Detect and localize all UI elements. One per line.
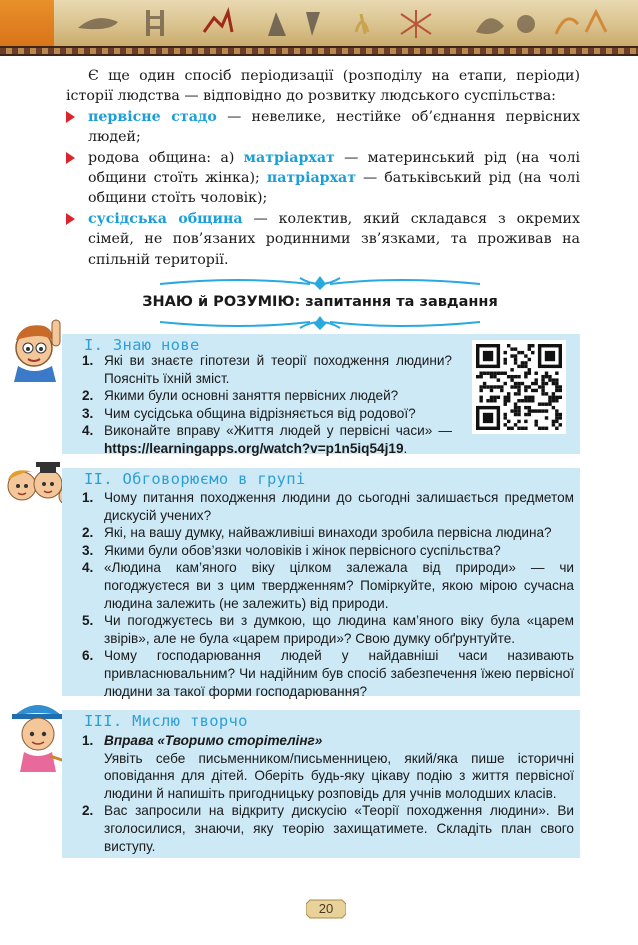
list-item bbox=[82, 559, 574, 612]
question-number: 5. bbox=[82, 613, 94, 629]
term-matriarchy: матріархат bbox=[243, 149, 335, 166]
question-number: 4. bbox=[82, 423, 94, 439]
term-patriarchy: патріархат bbox=[266, 170, 357, 187]
list-item bbox=[82, 802, 574, 855]
triangle-bullet-icon bbox=[66, 213, 75, 225]
question-text: Чому питання походження людини до сьогодні залишається предметом дискусій учених? bbox=[104, 490, 574, 523]
list-item bbox=[66, 148, 580, 209]
question-number: 1. bbox=[82, 353, 94, 368]
box-title: II. Обговорюємо в групі bbox=[84, 470, 306, 488]
header-banner bbox=[0, 0, 638, 46]
thinking-boy-icon bbox=[4, 312, 68, 382]
learningapps-link[interactable]: https://learningapps.org/watch?v=p1n5iq54j19 bbox=[104, 440, 404, 456]
qr-code-icon bbox=[476, 344, 562, 430]
question-number: 1. bbox=[82, 490, 94, 505]
question-number: 6. bbox=[82, 648, 94, 664]
question-text: Якими були обов’язки чоловіків і жінок первісного суспільства? bbox=[104, 542, 501, 558]
know-new-box bbox=[62, 334, 580, 454]
triangle-bullet-icon bbox=[66, 111, 75, 123]
list-item bbox=[66, 209, 580, 270]
list-item bbox=[82, 387, 452, 405]
list-item-text: — материнський рід (на чолі общини стоїть жінка); bbox=[88, 149, 580, 187]
box-title: III. Мислю творчо bbox=[84, 712, 248, 730]
list-item bbox=[82, 612, 574, 647]
list-item bbox=[82, 422, 452, 457]
list-item bbox=[82, 489, 574, 524]
question-text: Чи погоджуєтесь ви з думкою, що людина кам’яного віку була «царем звірів», але не була «царем природи»? Свою думку обґрунтуйте. bbox=[104, 613, 574, 646]
question-text: Вас запросили на відкриту дискусію «Теорії походження людини». Ви зголосилися, знаючи, яку теорію захищатимете. Складіть план свого виступу. bbox=[104, 803, 574, 854]
question-text: Чим сусідська община відрізняється від родової? bbox=[104, 405, 416, 421]
list-item bbox=[66, 107, 580, 148]
page-number-text: 20 bbox=[318, 901, 334, 916]
question-number: 1. bbox=[82, 733, 94, 748]
list-item-text: — невелике, нестійке об’єднання первісних людей; bbox=[88, 108, 580, 146]
banner-orange-block bbox=[0, 0, 54, 46]
intro-text bbox=[66, 66, 580, 270]
question-list bbox=[82, 352, 452, 458]
section-title: ЗНАЮ й РОЗУМІЮ: запитання та завдання bbox=[142, 294, 498, 310]
discuss-in-group-box bbox=[62, 468, 580, 699]
question-number: 3. bbox=[82, 405, 94, 421]
list-item-text: — колектив, який складався з окремих сімей, не пов’язаних родинними зв’язками, та проживав на спільній території. bbox=[88, 210, 580, 268]
question-text: Чому господарювання людей у найдавніші часи називають привласнювальним? Чи надійним був спосіб забезпечення їжею первісної людини за такої форми господарювання? bbox=[104, 648, 574, 699]
question-number: 2. bbox=[82, 803, 94, 819]
question-number: 2. bbox=[82, 525, 94, 541]
question-number: 3. bbox=[82, 542, 94, 558]
exercise-title: Вправа «Творимо сторітелінг» bbox=[104, 733, 323, 748]
list-item bbox=[82, 524, 574, 542]
question-text: Які ви знаєте гіпотези й теорії походження людини? Поясніть їхній зміст. bbox=[104, 353, 452, 386]
list-item-text: — батьківський рід (на чолі общини стоїть чоловік); bbox=[88, 170, 580, 207]
question-text: Уявіть себе письменником/письменницею, який/яка пише історичні оповідання для дітей. Оберіть будь-яку цікаву подію з життя первісної людини й напишіть пригодницьку розповідь для учнів молодших класів. bbox=[104, 750, 574, 801]
list-item bbox=[82, 542, 574, 560]
banner-artifacts-icon bbox=[56, 2, 638, 44]
think-creatively-box bbox=[62, 710, 580, 858]
question-list bbox=[82, 489, 574, 700]
list-item bbox=[82, 647, 574, 700]
section-header bbox=[120, 274, 520, 332]
intro-lead: Є ще один спосіб періодизації (розподілу на етапи, періоди) історії людства — відповідно до розвитку людського суспільства: bbox=[66, 68, 580, 105]
triangle-bullet-icon bbox=[66, 152, 75, 164]
list-item bbox=[82, 405, 452, 423]
question-number: 2. bbox=[82, 388, 94, 404]
list-item bbox=[82, 732, 574, 802]
question-text: Виконайте вправу «Життя людей у первісні часи» — bbox=[104, 423, 452, 439]
page-number bbox=[306, 898, 346, 920]
term-neighbour-community: сусідська община bbox=[88, 210, 243, 227]
term-primitive-herd: первісне стадо bbox=[88, 108, 217, 125]
question-text: Якими були основні заняття первісних людей? bbox=[104, 388, 399, 404]
ornamental-border bbox=[0, 46, 638, 56]
list-item-text: родова община: а) bbox=[88, 149, 244, 166]
question-text: . bbox=[403, 440, 408, 456]
question-text: «Людина кам’яного віку цілком залежала від природи» — чи погоджуєтеся ви з цим твердженням? Поміркуйте, якою мірою сучасна людина залежить (не залежить) від природи. bbox=[104, 560, 574, 611]
qr-code[interactable] bbox=[472, 340, 566, 434]
list-item bbox=[82, 352, 452, 387]
question-list bbox=[82, 732, 574, 855]
question-number: 4. bbox=[82, 560, 94, 576]
question-text: Які, на вашу думку, найважливіші винаходи зробила первісна людина? bbox=[104, 525, 552, 541]
periodization-list bbox=[66, 107, 580, 270]
box-title: I. Знаю нове bbox=[84, 336, 200, 354]
